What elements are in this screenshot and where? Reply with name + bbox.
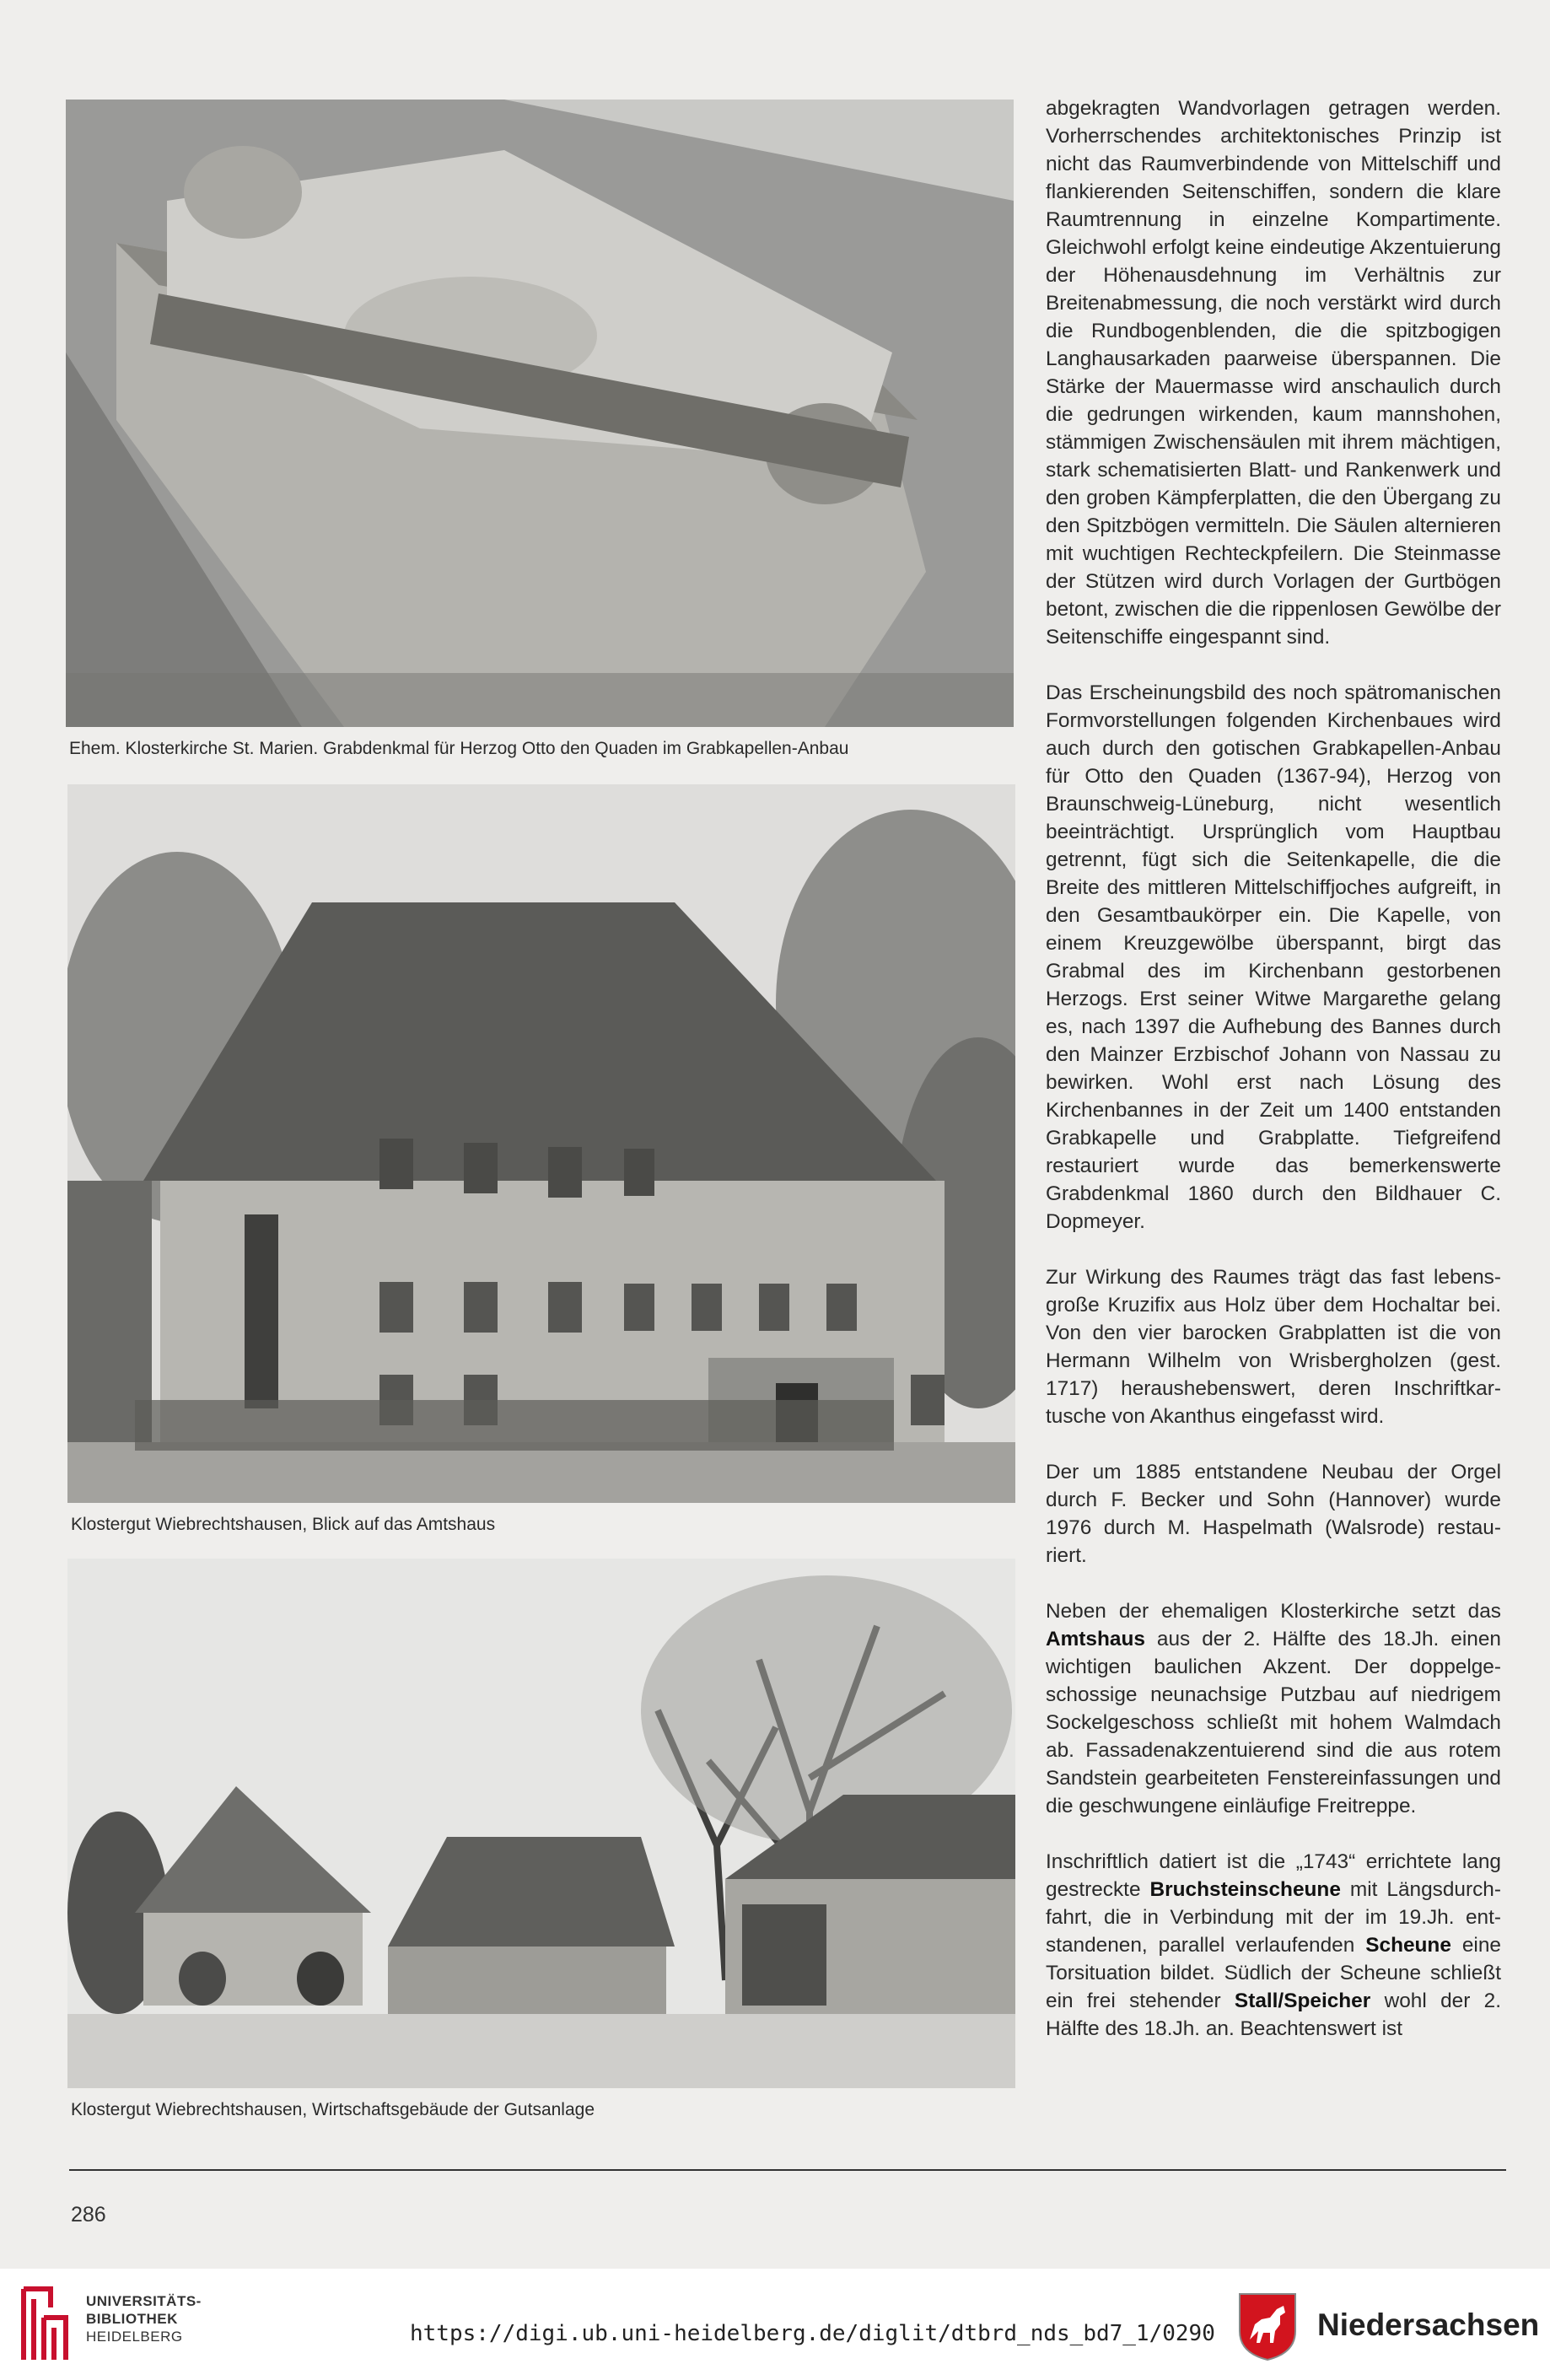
figure-caption-2: Klostergut Wiebrechtshausen, Blick auf das Amtshaus — [71, 1515, 496, 1534]
footer-rule — [69, 2169, 1506, 2171]
amtshaus-photo — [67, 784, 1015, 1503]
paragraph-3: Zur Wirkung des Raumes trägt das fast lebensgroße Kruzifix aus Holz über dem Hochaltar bei. Von den vier barocken Grabplatten ist die von Hermann Wilhelm von Wrisbergholzen (gest. 1717) heraushebenswert, deren Inschriftkartusche von Akanthus eingefasst wird. — [1046, 1266, 1501, 1428]
paragraph-6-text-e: eine Torsituation bildet. Südlich der Scheune schließt ein frei stehender — [1046, 1934, 1501, 2012]
page-number: 286 — [71, 2203, 106, 2227]
document-url-link[interactable]: https://digi.ub.uni-heidelberg.de/diglit/dtbrd_nds_bd7_1/0290 — [410, 2321, 1215, 2346]
body-text-column — [1046, 94, 1501, 2070]
tomb-effigy-photo — [66, 100, 1014, 727]
paragraph-6-text-g: wohl der 2. Hälfte des 18.Jh. an. Beachtenswert ist — [1046, 1990, 1502, 2040]
paragraph-4: Der um 1885 entstandene Neubau der Orgel durch F. Becker und Sohn (Hannover) wurde 1976 durch M. Haspelmath (Walsrode) restauriert. — [1046, 1461, 1501, 1567]
term-amtshaus: Amtshaus — [1046, 1628, 1145, 1650]
paragraph-5-text-a: Neben der ehemaligen Klosterkirche setzt das — [1046, 1600, 1501, 1623]
figure-caption-3: Klostergut Wiebrechtshausen, Wirtschaftsgebäude der Gutsanlage — [71, 2100, 595, 2119]
library-line-3: HEIDELBERG — [86, 2329, 183, 2345]
paragraph-1: abgekragten Wandvorlagen getragen werden. Vorherrschendes architektonisches Prinzip ist nicht das Raumverbindende von Mittelschiff und flankierenden Seitenschiffen, sondern die klare Raumtrennung in einzelne Kompartimente. Gleichwohl erfolgt keine eindeutige Akzentuierung der Höhenausdehnung im Verhältnis zur Breitenabmessung, die noch verstärkt wird durch die Rundbogenblenden, die die spitzbogigen Langhausarkaden paarweise überspannen. Die Stärke der Mauermasse wird anschaulich durch die gedrungen wirkenden, kaum mannshohen, stämmigen Zwischensäulen mit ihrem mächtigen, stark schematisierten Blatt- und Rankenwerk und den groben Kämpferplatten, die den Übergang zu den Spitzbögen vermitteln. Die Säulen alternieren mit wuchtigen Rechteckpfeilern. Die Steinmasse der Stützen wird durch Vorlagen der Gurtbögen betont, zwischen die die rippenlosen Gewölbe der Seitenschiffe eingespannt sind. — [1046, 97, 1501, 649]
library-line-2: BIBLIOTHEK — [86, 2311, 178, 2327]
paragraph-5-text-c: aus der 2. Hälfte des 18.Jh. einen wichtigen baulichen Akzent. Der doppelgeschossige neunachsige Putzbau auf niedrigem Sockelgeschoss schließt mit hohem Walmdach ab. Fassadenakzentuierend sind die aus rotem Sandstein gearbeiteten Fenstereinfassungen und die geschwungene einläufige Freitreppe. — [1046, 1628, 1501, 1817]
figure-caption-1: Ehem. Klosterkirche St. Marien. Grabdenkmal für Herzog Otto den Quaden im Grabkapellen-Anbau — [69, 739, 849, 758]
paragraph-6-text-a: Inschriftlich datiert ist die „1743“ errichtete lang gestreckte — [1046, 1850, 1501, 1901]
term-bruchsteinscheune: Bruchsteinscheune — [1149, 1878, 1341, 1901]
paragraph-6-text-c: mit Längsdurchfahrt, die in Verbindung mit der im 19.Jh. entstandenen, parallel verlaufenden — [1046, 1878, 1501, 1957]
term-stall-speicher: Stall/Speicher — [1234, 1990, 1371, 2012]
niedersachsen-label: Niedersachsen — [1317, 2307, 1540, 2342]
farm-buildings-photo — [67, 1559, 1015, 2088]
library-line-1: UNIVERSITÄTS- — [86, 2293, 202, 2309]
paragraph-6 — [1046, 1848, 1501, 2043]
term-scheune: Scheune — [1365, 1934, 1451, 1957]
paragraph-2: Das Erscheinungsbild des noch spätromanischen Formvorstellungen folgenden Kirchenbaues wird auch durch den gotischen Grabkapellen-Anbau für Otto den Quaden (1367-94), Herzog von Braunschweig-Lüneburg, nicht wesentlich beeinträchtigt. Ursprünglich vom Hauptbau getrennt, fügt sich die Seitenkapelle, die die Breite des mittleren Mittelschiffjoches aufgreift, in den Gesamtbaukörper ein. Die Kapelle, von einem Kreuzgewölbe überspannt, birgt das Grabmal des im Kirchenbann gestorbenen Herzogs. Erst seiner Witwe Margarethe gelang es, nach 1397 die Aufhebung des Bannes durch den Mainzer Erzbischof Johann von Nassau zu bewirken. Wohl erst nach Lösung des Kirchenbannes in der Zeit um 1400 entstanden Grabkapelle und Grabplatte. Tiefgreifend restauriert wurde das bemerkenswerte Grabdenkmal 1860 durch den Bildhauer C. Dopmeyer. — [1046, 681, 1501, 1233]
niedersachsen-horse-logo-icon — [1236, 2291, 1299, 2361]
university-library-name — [86, 2292, 202, 2345]
paragraph-5 — [1046, 1597, 1501, 1820]
university-library-logo-icon — [17, 2282, 76, 2367]
